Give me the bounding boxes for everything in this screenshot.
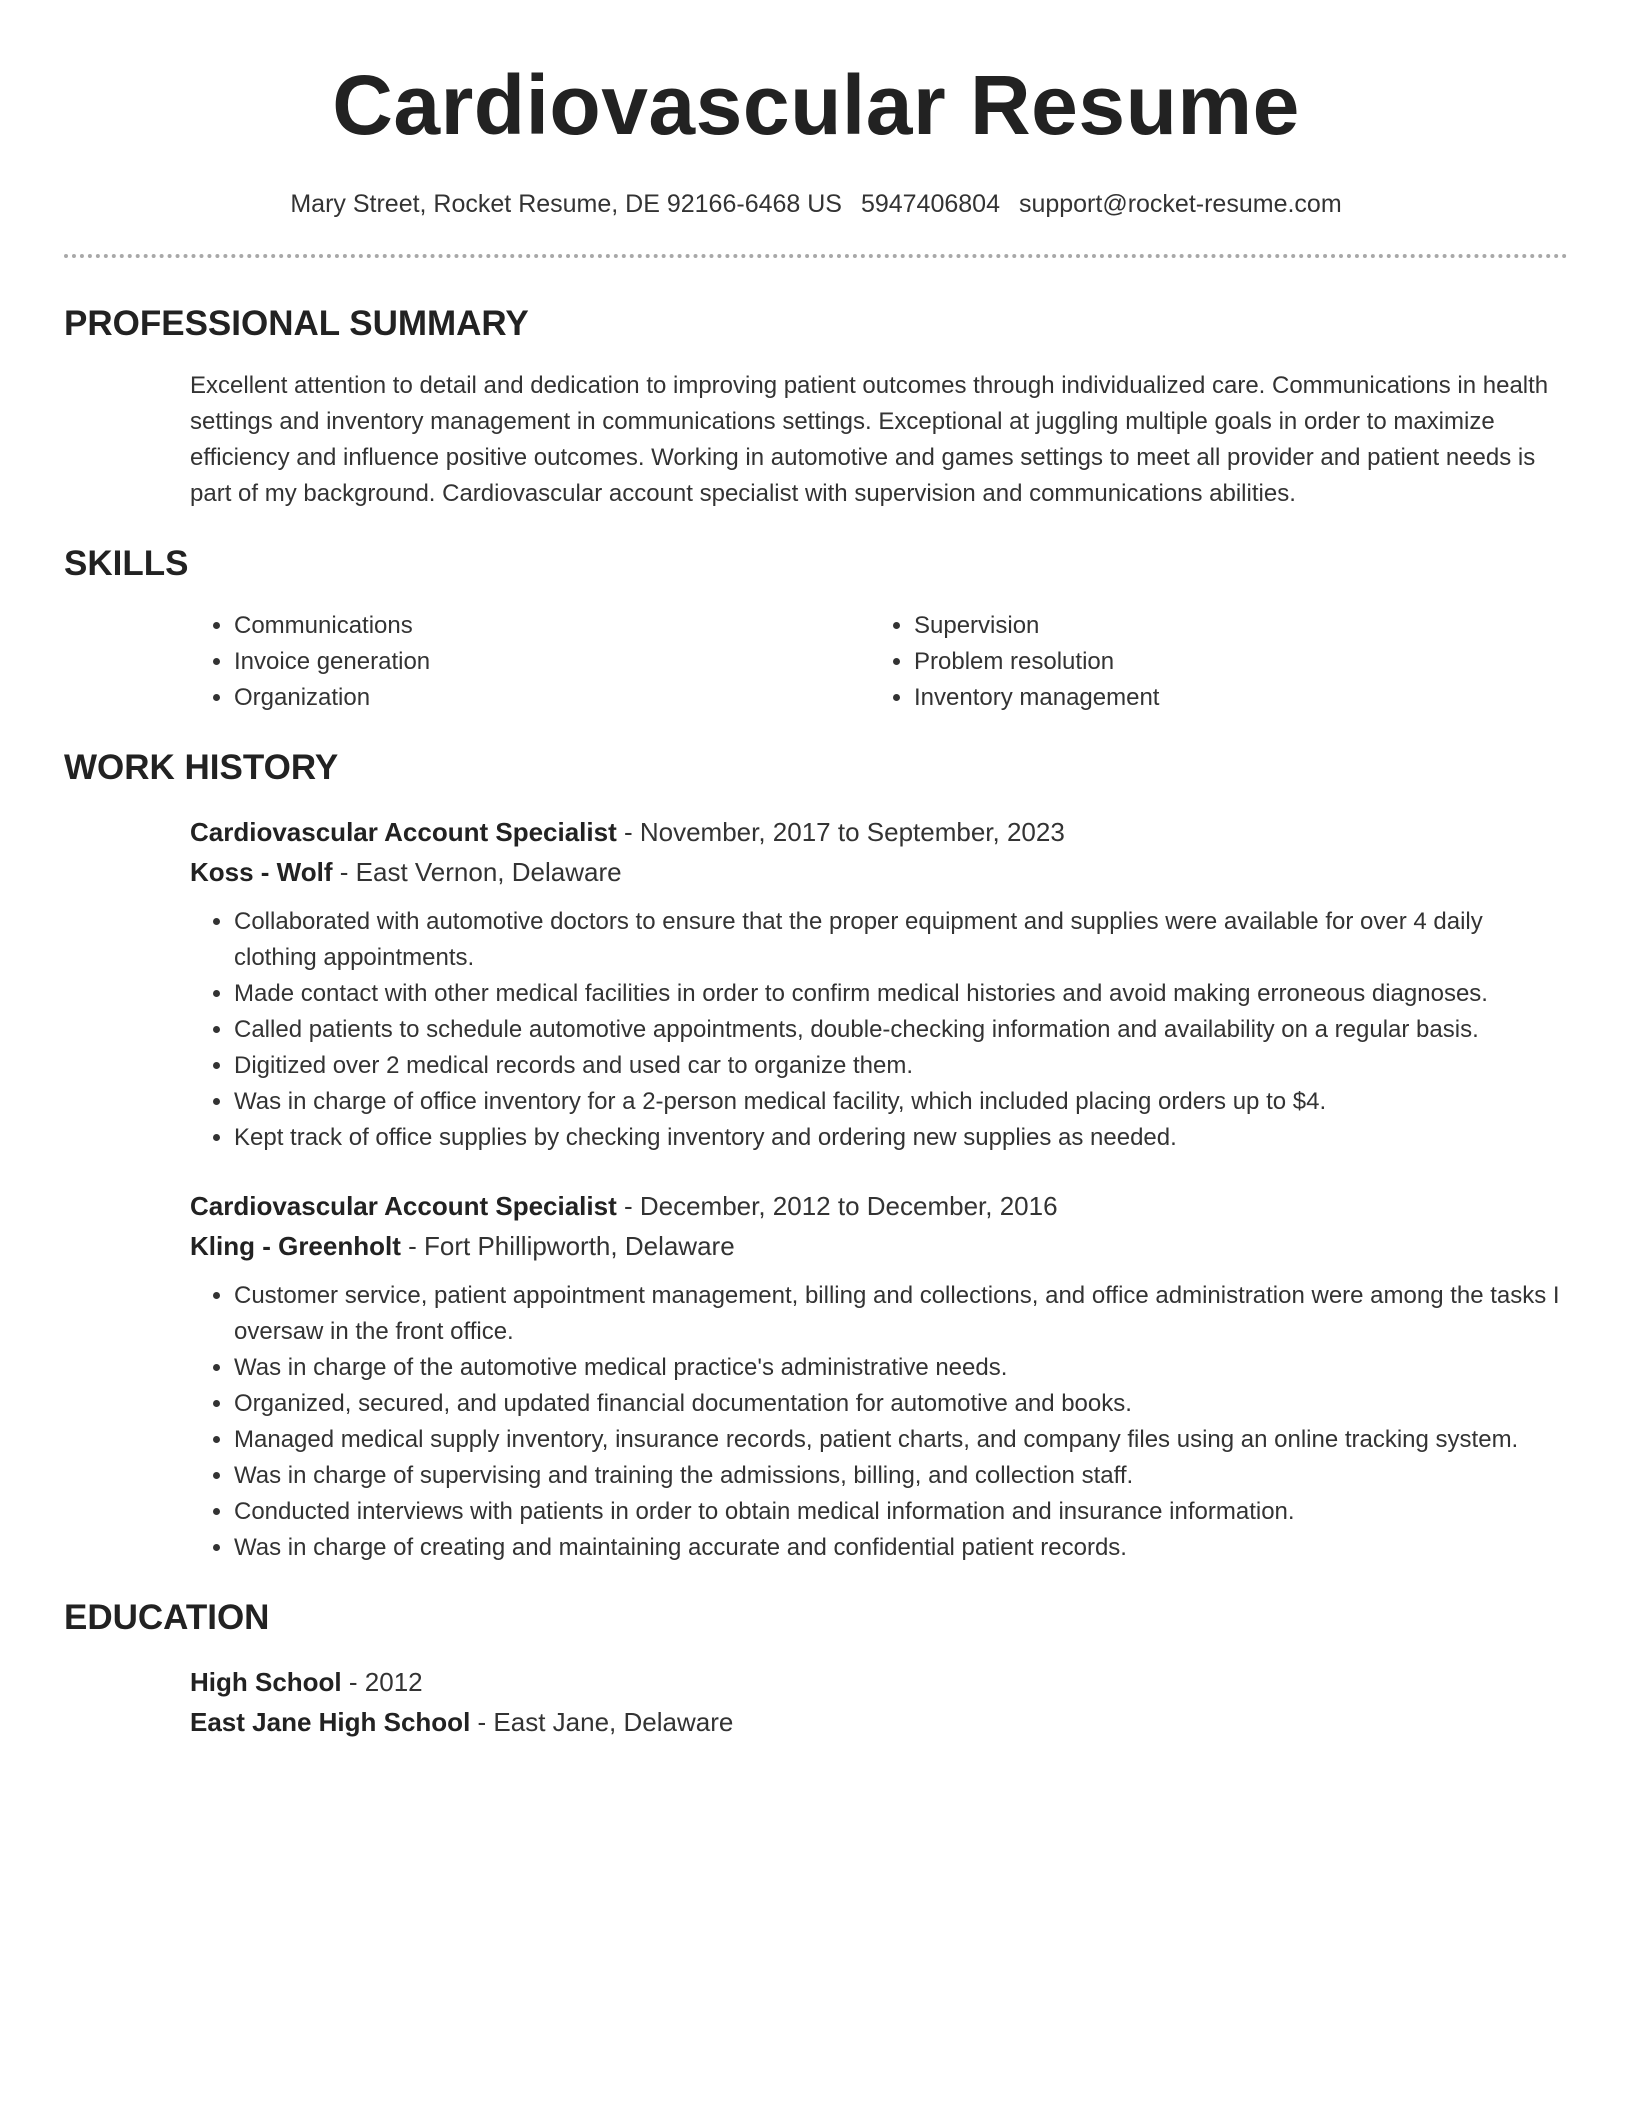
job-bullet: • Called patients to schedule automotive appointments, double-checking information and availability on a regular basis. (234, 1012, 1568, 1048)
job-company-line (190, 852, 1568, 892)
education-entry (64, 1662, 1568, 1742)
skill-item: • Inventory management (914, 680, 1550, 716)
contact-line (64, 188, 1568, 220)
job-dates: - November, 2017 to September, 2023 (616, 817, 1065, 847)
job-bullet: • Was in charge of office inventory for a 2-person medical facility, which included placing orders up to $4. (234, 1084, 1568, 1120)
header-divider (64, 254, 1568, 258)
skill-item: • Communications (234, 608, 870, 644)
resume-name: Cardiovascular Resume (332, 58, 1300, 152)
education-school-line (190, 1702, 1568, 1742)
job-company: Kling - Greenholt (190, 1231, 401, 1261)
job-position: Cardiovascular Account Specialist (190, 817, 617, 847)
skills-heading: SKILLS (64, 544, 189, 583)
education-heading: EDUCATION (64, 1598, 270, 1637)
job-position: Cardiovascular Account Specialist (190, 1191, 617, 1221)
job-bullet: • Digitized over 2 medical records and used car to organize them. (234, 1048, 1568, 1084)
job-bullet: • Was in charge of supervising and training the admissions, billing, and collection staff. (234, 1458, 1568, 1494)
job-title-line (190, 812, 1568, 852)
job-bullets (190, 1278, 1568, 1566)
skills-column-right (870, 608, 1550, 716)
job-bullets (190, 904, 1568, 1156)
job-entry (64, 812, 1568, 1156)
job-bullet: • Kept track of office supplies by checking inventory and ordering new supplies as needed. (234, 1120, 1568, 1156)
job-bullet: • Managed medical supply inventory, insurance records, patient charts, and company files using an online tracking system. (234, 1422, 1568, 1458)
job-bullet: • Organized, secured, and updated financial documentation for automotive and books. (234, 1386, 1568, 1422)
job-bullet: • Made contact with other medical facilities in order to confirm medical histories and avoid making erroneous diagnoses. (234, 976, 1568, 1012)
job-bullet: • Conducted interviews with patients in order to obtain medical information and insurance information. (234, 1494, 1568, 1530)
job-dates: - December, 2012 to December, 2016 (616, 1191, 1058, 1221)
job-location: - Fort Phillipworth, Delaware (400, 1231, 735, 1261)
contact-address: Mary Street, Rocket Resume, DE 92166-6468 US (290, 190, 842, 218)
job-bullet: • Collaborated with automotive doctors to ensure that the proper equipment and supplies were available for over 4 daily clothing appointments. (234, 904, 1568, 976)
skills-list (64, 608, 1568, 716)
education-location: - East Jane, Delaware (470, 1707, 734, 1737)
contact-email: support@rocket-resume.com (1018, 190, 1342, 218)
summary-text: Excellent attention to detail and dedication to improving patient outcomes through individualized care. Communications in health settings and inventory management in communications settings. Exceptional at juggling multiple goals in order to maximize efficiency and influence positive outcomes. Working in automotive and games settings to meet all provider and patient needs is part of my background. Cardiovascular account specialist with supervision and communications abilities. (190, 372, 1549, 507)
skill-item: • Invoice generation (234, 644, 870, 680)
job-company-line (190, 1226, 1568, 1266)
job-entry (64, 1186, 1568, 1566)
skill-item: • Problem resolution (914, 644, 1550, 680)
summary-heading: PROFESSIONAL SUMMARY (64, 304, 529, 343)
job-title-line (190, 1186, 1568, 1226)
contact-phone: 5947406804 (860, 190, 1000, 218)
summary-section (64, 368, 1568, 512)
education-year: - 2012 (341, 1667, 423, 1697)
skills-column-left (190, 608, 870, 716)
education-degree: High School (190, 1667, 342, 1697)
job-bullet: • Was in charge of creating and maintaining accurate and confidential patient records. (234, 1530, 1568, 1566)
job-location: - East Vernon, Delaware (332, 857, 622, 887)
skill-item: • Organization (234, 680, 870, 716)
job-bullet: • Was in charge of the automotive medical practice's administrative needs. (234, 1350, 1568, 1386)
job-company: Koss - Wolf (190, 857, 333, 887)
skill-item: • Supervision (914, 608, 1550, 644)
job-bullet: • Customer service, patient appointment management, billing and collections, and office administration were among the tasks I oversaw in the front office. (234, 1278, 1568, 1350)
education-degree-line (190, 1662, 1568, 1702)
education-school: East Jane High School (190, 1707, 471, 1737)
work-history-heading: WORK HISTORY (64, 748, 339, 787)
